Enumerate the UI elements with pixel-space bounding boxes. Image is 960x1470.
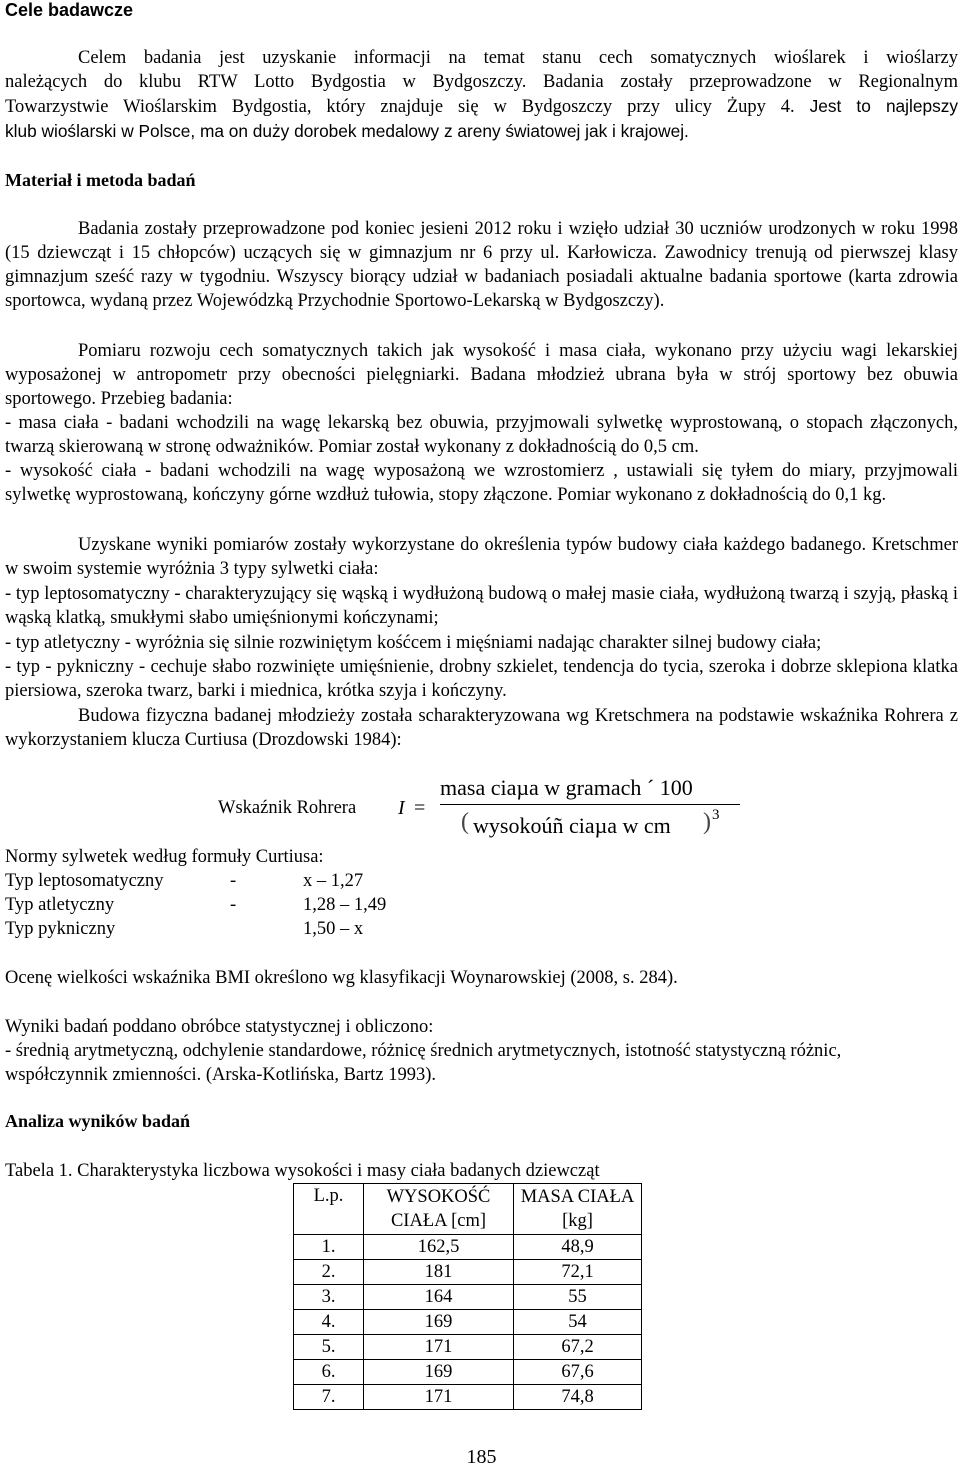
paragraph-body-types (5, 533, 958, 581)
formula-label: Wskaźnik Rohrera (218, 798, 357, 818)
paragraph-goals (5, 46, 958, 143)
cell-height: 171 (364, 1335, 514, 1360)
measurement-text: Pomiaru rozwoju cech somatycznych takich jak wysokość i masa ciała, wykonano przy użyciu wagi lekarskiej wyposażonej w antropometr przy obecności pielęgniarki. Badana młodzież ubrana była w strój sportowy bez obuwia sportowego. Przebieg badania: (5, 341, 958, 409)
header-lp: L.p. (294, 1184, 364, 1235)
formula-denominator: wysokoúñ ciaµa w cm (473, 813, 671, 838)
norm-name: Typ pykniczny (5, 919, 116, 939)
header-height: WYSOKOŚĆ CIAŁA [cm] (364, 1184, 514, 1235)
bmi-sentence: Ocenę wielkości wskaźnika BMI określono wg klasyfikacji Woynarowskiej (2008, s. 284). (5, 968, 678, 988)
paragraph-pyknic: - typ - pykniczny - cechuje słabo rozwinięte umięśnienie, drobny szkielet, tendencja do tycia, szeroka i dobrze sklepiona klatka piersiowa, szeroka twarz, barki i miednica, krótka szyja i kończyny. (5, 657, 958, 701)
norm-row-leptosomatic (5, 869, 505, 893)
cell-height: 181 (364, 1260, 514, 1285)
norm-name: Typ leptosomatyczny (5, 871, 164, 891)
body-types-text: Uzyskane wyniki pomiarów zostały wykorzystane do określenia typów budowy ciała każdego badanego. Kretschmer w swoim systemie wyróżnia 3 typy sylwetki ciała: (5, 535, 958, 579)
goals-line-3: Towarzystwie Wioślarskim Bydgostia, który znajduje się w Bydgoszczy przy ulicy Żupy 4. (5, 97, 795, 117)
formula-exponent: 3 (712, 807, 720, 823)
cell-lp: 7. (294, 1385, 364, 1410)
norm-row-pyknic (5, 917, 505, 941)
cell-lp: 5. (294, 1335, 364, 1360)
cell-lp: 6. (294, 1360, 364, 1385)
heading-cele-badawcze: Cele badawcze (5, 0, 134, 20)
cell-height: 162,5 (364, 1235, 514, 1260)
paragraph-measurement (5, 339, 958, 411)
norm-name: Typ atletyczny (5, 895, 115, 915)
cell-mass: 72,1 (514, 1260, 642, 1285)
cell-mass: 74,8 (514, 1385, 642, 1410)
formula-equals: = (414, 797, 426, 819)
table-row (294, 1360, 642, 1385)
cell-lp: 1. (294, 1235, 364, 1260)
study-group-text: Badania zostały przeprowadzone pod koniec jesieni 2012 roku i wzięło udział 30 uczniów urodzonych w roku 1998 (15 dziewcząt i 15 chłopców) uczących się w gimnazjum nr 6 przy ul. Karłowicza. Zawodnicy trenują od pierwszej klasy gimnazjum sześć razy w tygodniu. Wszyscy biorący udział w badaniach posiadali aktualne badania sportowe (karta zdrowia sportowca, wydaną przez Wojewódzką Przychodnie Sportowo-Lekarską w Bydgoszczy). (5, 219, 958, 311)
cell-mass: 54 (514, 1310, 642, 1335)
table-row (294, 1310, 642, 1335)
norm-range: x – 1,27 (303, 871, 364, 891)
paragraph-body-mass: - masa ciała - badani wchodzili na wagę lekarską bez obuwia, przyjmowali sylwetkę wyprostowaną, o stopach złączonych, twarzą skierowaną w stronę odważników. Pomiar został wykonany z dokładnością do 0,5 cm. (5, 413, 958, 457)
formula-numerator: masa ciaµa w gramach ´ 100 (440, 775, 693, 800)
rohrer-formula (218, 775, 778, 845)
data-table (293, 1183, 642, 1410)
cell-mass: 55 (514, 1285, 642, 1310)
page-number: 185 (466, 1446, 497, 1468)
norm-dash: - (230, 871, 237, 891)
table-row (294, 1260, 642, 1285)
stats-line-1: Wyniki badań poddano obróbce statystycznej i obliczono: (5, 1017, 434, 1037)
table-row (294, 1285, 642, 1310)
formula-fraction-bar (440, 804, 740, 805)
norms-title: Normy sylwetek według formuły Curtiusa: (5, 847, 324, 867)
cell-mass: 67,6 (514, 1360, 642, 1385)
table-row (294, 1235, 642, 1260)
norm-range: 1,28 – 1,49 (303, 895, 387, 915)
cell-height: 164 (364, 1285, 514, 1310)
goals-line-4: klub wioślarski w Polsce, ma on duży dorobek medalowy z areny światowej jak i krajowej. (5, 121, 689, 141)
norm-dash: - (230, 895, 237, 915)
cell-lp: 3. (294, 1285, 364, 1310)
paragraph-leptosomatic: - typ leptosomatyczny - charakteryzujący się wąską i wydłużoną budową o małej masie ciała, wydłużoną twarzą i szyją, płaską i wąską klatką, smukłymi słabo umięśnionymi kończynami; (5, 584, 958, 628)
table-header-row (294, 1184, 642, 1235)
formula-variable: I (398, 797, 405, 819)
header-mass: MASA CIAŁA [kg] (514, 1184, 642, 1235)
paragraph-body-height: - wysokość ciała - badani wchodzili na wagę wyposażoną we wzrostomierz , ustawiali się tyłem do miary, przyjmowali sylwetkę wyprostowaną, kończyny górne wzdłuż tułowia, stopy złączone. Pomiar wykonano z dokładnością do 0,1 kg. (5, 461, 958, 505)
cell-height: 171 (364, 1385, 514, 1410)
table-row (294, 1335, 642, 1360)
stats-line-2: - średnią arytmetyczną, odchylenie standardowe, różnicę średnich arytmetycznych, istotność statystyczną różnic, (5, 1041, 842, 1061)
table-caption: Tabela 1. Charakterystyka liczbowa wysokości i masy ciała badanych dziewcząt (5, 1161, 600, 1181)
norm-row-athletic (5, 893, 505, 917)
heading-material-metoda: Materiał i metoda badań (5, 170, 196, 190)
goals-line-1: Celem badania jest uzyskanie informacji na temat stanu cech somatycznych wioślarek i wioślarzy (78, 48, 958, 68)
paragraph-athletic: - typ atletyczny - wyróżnia się silnie rozwiniętym kośćcem i mięśniami nadając charakter silnej budowy ciała; (5, 633, 822, 653)
formula-left-paren: ( (461, 809, 469, 835)
cell-lp: 2. (294, 1260, 364, 1285)
cell-height: 169 (364, 1310, 514, 1335)
table-row (294, 1385, 642, 1410)
stats-line-3: współczynnik zmienności. (Arska-Kotlińska, Bartz 1993). (5, 1065, 437, 1085)
norm-range: 1,50 – x (303, 919, 364, 939)
goals-line-3b: Jest to najlepszy (809, 96, 958, 116)
cell-mass: 67,2 (514, 1335, 642, 1360)
document-page (5, 0, 958, 1470)
cell-mass: 48,9 (514, 1235, 642, 1260)
cell-height: 169 (364, 1360, 514, 1385)
heading-analiza: Analiza wyników badań (5, 1111, 191, 1131)
goals-line-2: należących do klubu RTW Lotto Bydgostia w Bydgoszczy. Badania zostały przeprowadzone w Regionalnym (5, 72, 958, 92)
cell-lp: 4. (294, 1310, 364, 1335)
paragraph-study-group (5, 217, 958, 313)
paragraph-rohrer (5, 704, 958, 752)
formula-right-paren: ) (703, 809, 711, 835)
rohrer-text: Budowa fizyczna badanej młodzieży została scharakteryzowana wg Kretschmera na podstawie wskaźnika Rohrera z wykorzystaniem klucza Curtiusa (Drozdowski 1984): (5, 706, 958, 750)
